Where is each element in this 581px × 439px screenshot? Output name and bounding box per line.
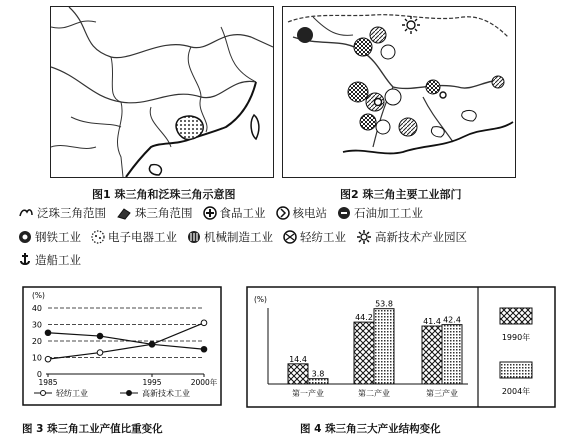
fig4-chart (246, 286, 556, 408)
bar-2004 (442, 325, 462, 384)
machinery-icon (187, 230, 201, 244)
bar-value-label: 42.4 (443, 315, 461, 325)
data-point (149, 342, 155, 348)
nuclear-plant-icon (276, 206, 290, 220)
fig4-chart-svg (246, 286, 556, 408)
shipbuilding-icon (18, 252, 32, 268)
legend-marker-textile (41, 391, 46, 396)
electronics-icon (91, 230, 105, 244)
category-label: 第三产业 (426, 389, 458, 398)
fig3-caption: 图 3 珠三角工业产值比重变化 (22, 423, 163, 435)
legend-swatch-1990 (500, 308, 532, 324)
legend-item-textile (283, 229, 346, 245)
legend-label: 珠三角范围 (135, 206, 193, 220)
legend-item-prd (116, 205, 193, 221)
legend-label-hightech: 高新技术工业 (142, 389, 190, 398)
bar-value-label: 44.2 (355, 313, 373, 323)
oil-refining-icon (337, 206, 351, 220)
fig4-caption: 图 4 珠三角三大产业结构变化 (300, 423, 441, 435)
y-tick-label: 10 (31, 353, 42, 363)
legend-label: 电子电器工业 (108, 230, 177, 244)
legend-label: 泛珠三角范围 (37, 206, 106, 220)
y-axis-unit: (%) (32, 291, 45, 300)
food-industry-icon (203, 206, 217, 220)
y-tick-label: 0 (36, 370, 42, 379)
y-tick-label: 40 (31, 304, 42, 313)
x-tick-label: 1985 (38, 378, 58, 387)
pan-prd-outline-icon (18, 206, 34, 220)
high-tech-park-icon (356, 229, 372, 245)
category-label: 第一产业 (292, 389, 324, 398)
bar-value-label: 14.4 (289, 354, 307, 364)
steel-industry-icon (18, 230, 32, 244)
legend-item-shipbuilding (18, 252, 81, 268)
category-label: 第二产业 (358, 389, 390, 398)
legend-label: 高新技术产业园区 (375, 230, 467, 244)
legend-item-food (203, 205, 266, 221)
legend-item-pan-prd (18, 205, 106, 221)
legend-label: 机械制造工业 (204, 230, 273, 244)
legend-item-oil (337, 205, 423, 221)
x-tick-label: 1995 (142, 378, 162, 387)
legend-item-nuclear (276, 205, 328, 221)
y-axis-unit: (%) (254, 295, 267, 304)
legend-item-machinery (187, 229, 273, 245)
legend-label: 食品工业 (219, 206, 266, 220)
fig2-map (282, 6, 516, 178)
legend-row-3 (18, 252, 91, 268)
fig3-chart (22, 286, 222, 406)
bar-value-label: 53.8 (375, 299, 393, 309)
legend-label: 石油加工工业 (354, 206, 423, 220)
data-point (97, 333, 103, 339)
y-tick-label: 30 (31, 320, 42, 330)
legend-label: 轻纺工业 (300, 230, 346, 244)
bar-value-label: 3.8 (311, 369, 325, 379)
legend-row-1 (18, 205, 433, 221)
fig2-map-drawing (283, 7, 515, 177)
data-point (201, 320, 207, 326)
data-point (45, 330, 51, 336)
fig1-map (50, 6, 274, 178)
prd-hatched-icon (116, 206, 132, 220)
bar-2004 (308, 379, 328, 384)
legend-label-1990: 1990年 (501, 333, 531, 342)
bar-2004 (374, 309, 394, 384)
legend-swatch-2004 (500, 362, 532, 378)
light-textile-icon (283, 230, 297, 244)
legend-item-steel (18, 229, 81, 245)
y-tick-label: 20 (31, 337, 42, 346)
data-point (45, 356, 51, 362)
bar-1990 (422, 326, 442, 384)
legend-label: 核电站 (292, 206, 327, 220)
bar-value-label: 41.4 (423, 317, 441, 327)
legend-label: 造船工业 (35, 253, 81, 267)
data-point (97, 350, 103, 356)
legend-row-2 (18, 229, 477, 245)
x-tick-label: 2000年 (190, 378, 218, 387)
legend-marker-hightech (127, 391, 132, 396)
data-point (201, 346, 207, 352)
fig2-caption: 图2 珠三角主要工业部门 (340, 188, 462, 201)
legend-item-hightech (356, 229, 467, 245)
fig1-caption: 图1 珠三角和泛珠三角示意图 (92, 188, 236, 201)
bar-1990 (288, 364, 308, 384)
legend-label-textile: 轻纺工业 (56, 389, 88, 398)
bar-1990 (354, 322, 374, 384)
fig3-chart-svg (22, 286, 222, 406)
fig1-map-drawing (51, 7, 273, 177)
legend-item-electronics (91, 229, 177, 245)
legend-label-2004: 2004年 (501, 387, 531, 396)
legend-label: 钢铁工业 (35, 230, 81, 244)
